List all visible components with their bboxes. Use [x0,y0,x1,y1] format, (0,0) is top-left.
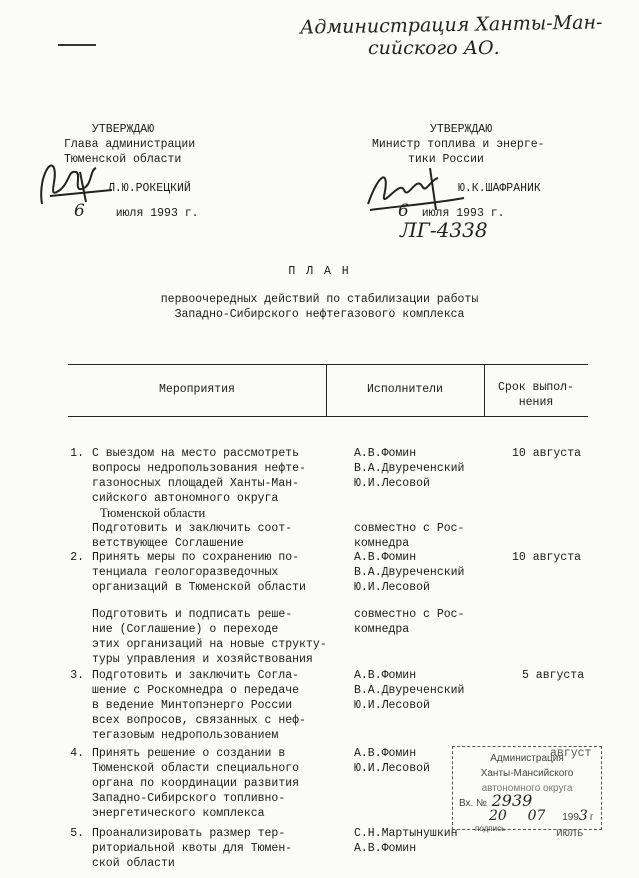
row-action-line: всех вопросов, связанных с неф- [92,714,306,727]
row-deadline: 5 августа [522,669,585,682]
approval-right-reg-number: ЛГ-4338 [400,218,488,242]
stamp-line: Администрация [490,753,564,764]
stamp-in-number: 2939 [491,791,533,810]
row-executors [354,550,504,637]
handwritten-note-line: сийского АО. [368,37,500,59]
row-action-line: Принять меры по сохранению по- [92,551,300,564]
row-executor: А.В.Фомин [354,669,417,682]
header-deadline-line: Срок выпол- [498,381,574,394]
stamp-date-month: 07 [527,808,546,824]
row-executor: Ю.И.Лесовой [354,699,430,712]
row-action [92,550,354,667]
row-executor [354,506,504,521]
row-action-line: Подготовить и заключить соот- [92,522,293,535]
stamp-line: автономного округа [481,783,573,794]
header-deadline [484,380,588,410]
registration-stamp [452,746,602,833]
handwritten-note [299,11,603,60]
approval-right-date-day: 6 [398,201,409,221]
row-action-line: Проанализировать размер тер- [92,827,286,840]
row-action [92,746,354,821]
header-measures: Мероприятия [159,383,235,396]
row-deadline: август [550,747,592,760]
approval-right-title: тики России [408,153,484,166]
approval-left-title: Глава администрации [64,138,196,151]
approval-left-title: Тюменской области [64,153,182,166]
row-executors [354,446,504,551]
stamp-in-label: Вх. № [459,798,487,809]
header-executors: Исполнители [367,383,443,396]
row-action-line [92,595,354,607]
row-executor [354,491,504,506]
stamp-line: Ханты-Мансийского [480,768,574,779]
row-action-line: Западно-Сибирского топливно- [92,792,286,805]
handwritten-note-line: Администрация Ханты-Ман- [299,11,603,39]
row-executor: А.В.Фомин [354,747,417,760]
approval-right-title: Министр топлива и энерге- [372,138,545,151]
row-action-line: Подготовить и заключить Согла- [92,669,300,682]
plan-subtitle [0,292,639,322]
row-action-line: этих организаций на новые структу- [92,638,327,651]
row-executors [354,668,504,713]
row-action-line: в ведение Минтопэнерго России [92,699,293,712]
approval-left-label: УТВЕРЖДАЮ [92,123,155,136]
plan-subtitle-line: Западно-Сибирского нефтегазового комплекса [174,308,465,321]
row-action-line: С выездом на место рассмотреть [92,447,300,460]
row-action-line: ние (Соглашение) о переходе [92,623,279,636]
row-executor: С.Н.Мартынушкин [354,827,458,840]
table-header-rule [68,416,588,417]
approval-left-name: Л.Ю.РОКЕЦКИЙ [108,182,191,195]
row-action-line: ветствующее Соглашение [92,537,244,550]
row-executor: В.А.Двуреченский [354,684,465,697]
approval-right-name: Ю.К.ШАФРАНИК [458,182,541,195]
row-deadline: июль [556,827,584,840]
row-number: 5. [70,827,84,840]
row-executor: совместно с Рос- [354,608,465,621]
row-action-line: Тюменской области специального [92,762,300,775]
row-executor: совместно с Рос- [354,522,465,535]
row-number: 4. [70,747,84,760]
plan-title: П Л А Н [288,265,351,278]
approval-right-date-rest: июля 1993 г. [421,207,505,220]
row-action-line: шение с Роскомнедра о передаче [92,684,300,697]
row-action [92,668,354,743]
row-action-line: туры управления и хозяйствования [92,653,313,666]
signature-right [360,160,470,225]
stamp-year-prefix: 199 [562,812,579,823]
row-action-line: органа по координации развития [92,777,300,790]
row-action-line: риториальной квоты для Тюмен- [92,842,293,855]
approval-left-date-rest: июля 1993 г. [115,207,199,220]
row-executor: В.А.Двуреченский [354,566,465,579]
row-executor: комнедра [354,537,410,550]
top-dash-mark [58,44,96,46]
row-executor: А.В.Фомин [354,551,417,564]
signature-right-mark [360,160,470,220]
row-number: 3. [70,669,84,682]
row-action-line: Принять решение о создании в [92,747,286,760]
signature-left [20,150,120,225]
signature-left-mark [20,150,120,220]
row-action-line: Тюменской области [100,506,206,520]
plan-subtitle-line: первоочередных действий по стабилизации работы [160,293,479,306]
approval-right-label: УТВЕРЖДАЮ [430,123,493,136]
row-action-line: Подготовить и подписать реше- [92,608,293,621]
stamp-date-day: 20 [489,808,507,824]
row-number: 1. [70,447,84,460]
row-action-line: газоносных площадей Ханты-Ман- [92,477,300,490]
row-action-line: ской области [92,857,175,870]
row-action-line: вопросы недропользования нефте- [92,462,306,475]
row-executor: Ю.И.Лесовой [354,477,430,490]
table-top-rule [68,364,588,365]
row-executor [354,595,504,607]
row-executor: А.В.Фомин [354,842,417,855]
approval-left-date-day: 6 [74,201,85,221]
row-executor: Ю.И.Лесовой [354,762,430,775]
header-deadline-line: нения [518,396,554,409]
row-action [92,446,354,551]
row-executor: В.А.Двуреченский [354,462,465,475]
row-action [92,826,354,871]
stamp-year-end: г [589,812,594,823]
row-number: 2. [70,551,84,564]
row-executor: Ю.И.Лесовой [354,581,430,594]
row-action-line: тегазовым недропользованием [92,729,279,742]
row-executor: А.В.Фомин [354,447,417,460]
stamp-signature-label: подпись [475,824,506,833]
row-action-line: тенциала геологоразведочных [92,566,279,579]
row-action-line: сийского автономного округа [92,492,279,505]
row-deadline: 10 августа [512,447,582,460]
stamp-year-suffix: 3 [578,808,588,824]
row-action-line: организаций в Тюменской области [92,581,306,594]
row-deadline: 10 августа [512,551,582,564]
row-executor: комнедра [354,623,410,636]
row-action-line: энергетического комплекса [92,807,265,820]
